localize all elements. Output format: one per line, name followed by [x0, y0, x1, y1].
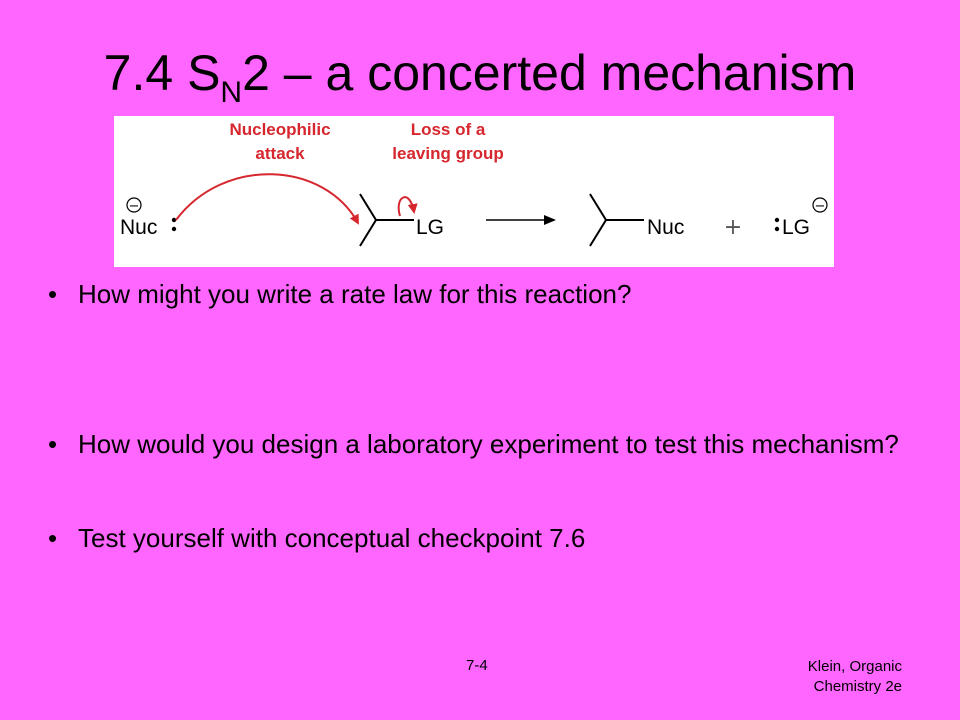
- bullet-item: • Test yourself with conceptual checkpoint 7.6: [48, 520, 908, 556]
- bullet-item: • How would you design a laboratory experiment to test this mechanism?: [48, 426, 908, 462]
- bullet-item: • How might you write a rate law for this reaction?: [48, 276, 908, 312]
- slide-title: [0, 40, 960, 109]
- nuc-charge-sign: −: [128, 199, 140, 214]
- lg-lone-pair-dot: [775, 227, 779, 231]
- label-leaving-group: leaving group: [392, 144, 504, 163]
- mechanism-diagram: [114, 116, 834, 267]
- lg-charge-sign: −: [814, 199, 826, 214]
- nuc-reactant: Nuc: [120, 216, 158, 239]
- footer-reference: [742, 657, 902, 697]
- product-skeleton: [590, 194, 644, 246]
- label-attack: attack: [255, 144, 305, 163]
- leaving-group-arrow: [399, 197, 414, 216]
- slide-number: 7-4: [466, 657, 488, 674]
- substrate-skeleton: [360, 194, 414, 246]
- bullet-list: [48, 276, 908, 556]
- footer-ref-line: Chemistry 2e: [813, 678, 902, 695]
- footer-ref-line: Klein, Organic: [807, 658, 902, 675]
- label-loss-of-a: Loss of a: [410, 120, 486, 139]
- plus-sign: +: [723, 215, 743, 240]
- title-subscript: N: [220, 76, 243, 109]
- title-prefix: 7.4 S: [103, 45, 221, 101]
- nuc-lone-pair-dot: [172, 227, 176, 231]
- substrate-leaving-group: LG: [416, 216, 445, 239]
- sn2-mechanism-figure: [114, 116, 834, 267]
- nucleophilic-attack-arrow: [176, 174, 358, 223]
- nuc-lone-pair-dot: [172, 218, 176, 222]
- product-leaving-group: LG: [782, 216, 811, 239]
- title-suffix: 2 – a concerted mechanism: [242, 45, 857, 101]
- label-nucleophilic: Nucleophilic: [229, 120, 331, 139]
- lg-lone-pair-dot: [775, 218, 779, 222]
- product-nuc: Nuc: [647, 216, 685, 239]
